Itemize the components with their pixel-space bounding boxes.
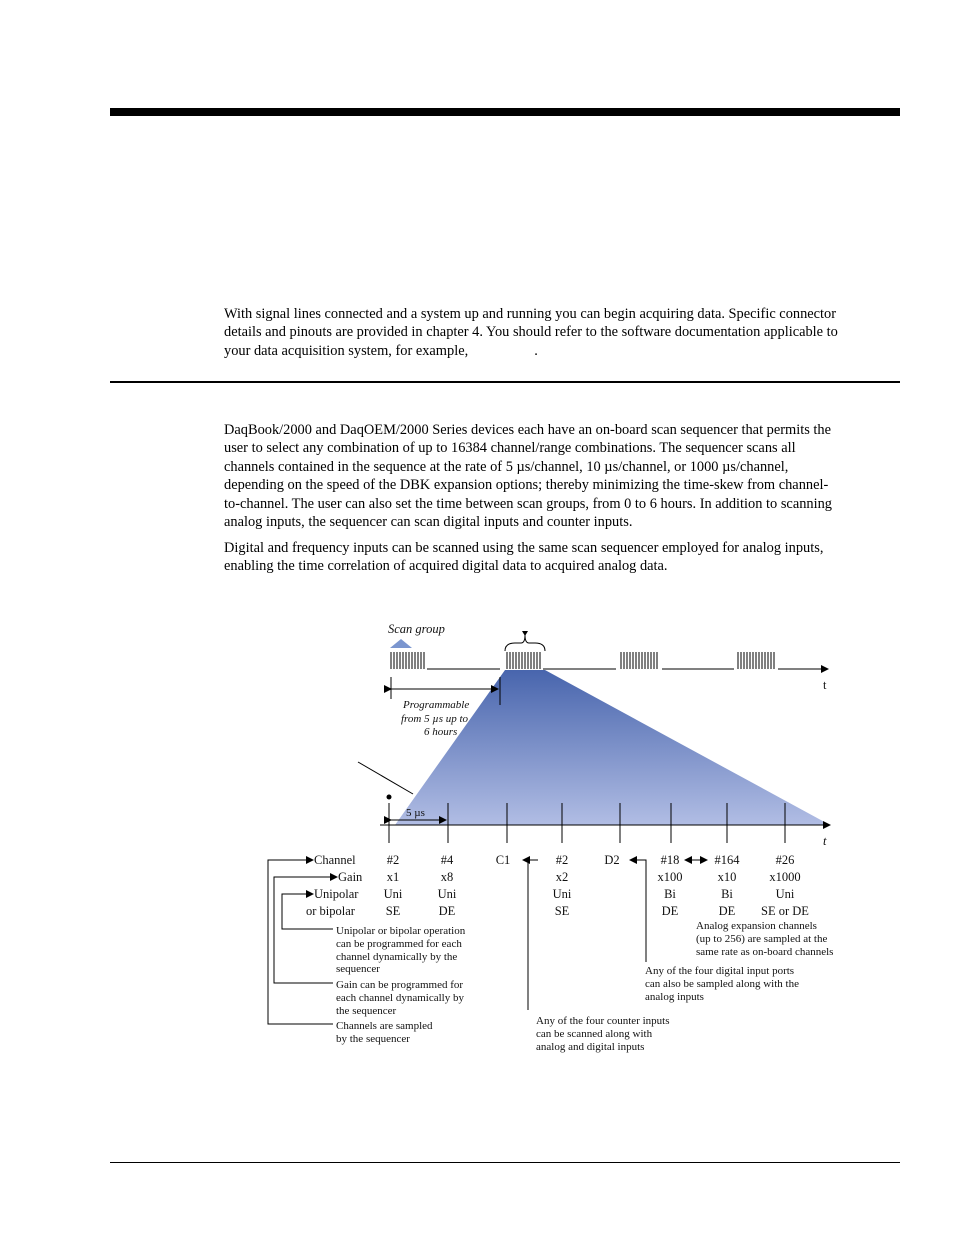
row-label-channel: Channel — [314, 853, 356, 867]
column-gain: x100 — [657, 870, 683, 884]
note-line: Analog expansion channels — [696, 920, 817, 932]
intro-line-3b: . — [534, 342, 538, 359]
column-polarity: Bi — [721, 887, 733, 901]
c1-arrow-icon — [522, 856, 530, 864]
row-label-unipolar: Unipolar — [314, 887, 359, 901]
column-channel: #2 — [555, 853, 569, 867]
programmable-label: 6 hours — [424, 726, 458, 738]
note-line: Any of the four counter inputs — [536, 1015, 670, 1027]
intro-paragraph — [224, 305, 900, 360]
counter-note — [536, 1015, 670, 1053]
column-polarity: Uni — [383, 887, 403, 901]
digital-note — [645, 965, 799, 1003]
column-gain: x1000 — [769, 870, 801, 884]
column-channel: D2 — [604, 853, 620, 867]
note-line: by the sequencer — [336, 1033, 410, 1045]
seq1-line: user to select any combination of up to 16384 channel/range combinations. The sequencer scans all — [224, 440, 796, 457]
note-line: each channel dynamically by — [336, 992, 464, 1004]
left-brackets — [268, 860, 334, 1024]
row-label-bipolar: or bipolar — [306, 904, 355, 918]
note-line: can also be sampled along with the — [645, 978, 799, 990]
note-line: channel dynamically by the — [336, 951, 458, 963]
column-channel: #18 — [660, 853, 680, 867]
column-gain: x8 — [440, 870, 454, 884]
column-channel: #2 — [386, 853, 400, 867]
time-axis-bottom-label: t — [823, 834, 827, 848]
programmable-label: from 5 µs up to — [401, 713, 469, 725]
programmable-label: Programmable — [403, 699, 470, 711]
note-line: the sequencer — [336, 1005, 397, 1017]
column-mode: SE — [554, 904, 570, 918]
sequencer-paragraph-1 — [224, 421, 900, 531]
seq1-line: to-channel. The user can also set the time between scan groups, from 0 to 6 hours. In addition to scanning — [224, 495, 832, 512]
column-polarity: Bi — [664, 887, 676, 901]
column-gain: x1 — [386, 870, 400, 884]
pointer-line — [358, 762, 413, 794]
footer-rule — [110, 1162, 900, 1163]
seq1-line: analog inputs, the sequencer can scan digital inputs and counter inputs. — [224, 514, 633, 531]
seq1-line: channels contained in the sequence at the rate of 5 µs/channel, 10 µs/channel, or 1000 µs/channel, — [224, 458, 789, 475]
note-line: analog and digital inputs — [536, 1041, 645, 1053]
expansion-arrow-icon — [700, 856, 708, 864]
column-mode: DE — [661, 904, 679, 918]
column-mode: SE — [385, 904, 401, 918]
column-mode: SE or DE — [761, 904, 809, 918]
scan-group-marker — [390, 639, 412, 648]
unipolar-arrow-icon — [306, 890, 314, 898]
channel-arrow-icon — [306, 856, 314, 864]
note-line: can be scanned along with — [536, 1028, 653, 1040]
note-line: Any of the four digital input ports — [645, 965, 795, 977]
intro-line-3a: your data acquisition system, for example, — [224, 342, 469, 359]
note-line: analog inputs — [645, 991, 704, 1003]
column-channel: C1 — [495, 853, 511, 867]
intro-line-1: With signal lines connected and a system up and running you can begin acquiring data. Specific connector — [224, 306, 837, 322]
intro-line-2: details and pinouts are provided in chapter 4. You should refer to the software documentation applicable to — [224, 324, 838, 341]
column-polarity: Uni — [437, 887, 457, 901]
brace-arrow-icon — [522, 631, 528, 636]
row-label-gain: Gain — [338, 870, 363, 884]
column-gain: x2 — [555, 870, 569, 884]
scan-group-label: Scan group — [388, 622, 445, 636]
expansion-left-arrow-icon — [684, 856, 692, 864]
note-line: (up to 256) are sampled at the — [696, 933, 828, 945]
sequencer-paragraph-2 — [224, 539, 900, 576]
note-line: Gain can be programmed for — [336, 979, 464, 991]
column-channel: #4 — [440, 853, 454, 867]
time-axis-top-label: t — [823, 678, 827, 692]
column-polarity: Uni — [775, 887, 795, 901]
interval-5us-label: 5 µs — [406, 807, 425, 819]
channels-note — [336, 1020, 433, 1045]
scan-brace — [505, 635, 545, 651]
seq2-line: Digital and frequency inputs can be scanned using the same scan sequencer employed for analog inputs, — [224, 540, 824, 556]
seq1-line: DaqBook/2000 and DaqOEM/2000 Series devices each have an on-board scan sequencer that permits the — [224, 422, 832, 438]
d2-arrow-icon — [629, 856, 637, 864]
column-mode: DE — [718, 904, 736, 918]
column-channel: #26 — [775, 853, 795, 867]
column-gain: x10 — [717, 870, 737, 884]
note-line: Unipolar or bipolar operation — [336, 925, 466, 937]
gain-arrow-icon — [330, 873, 338, 881]
gain-note — [336, 979, 464, 1017]
top-timeline — [391, 652, 828, 669]
pointer-dot — [387, 795, 392, 800]
column-mode: DE — [438, 904, 456, 918]
note-line: same rate as on-board channels — [696, 946, 834, 958]
scan-expansion-wedge — [395, 670, 830, 825]
column-channel: #164 — [714, 853, 740, 867]
polarity-note — [336, 925, 466, 975]
note-line: Channels are sampled — [336, 1020, 433, 1032]
note-line: sequencer — [336, 963, 380, 975]
column-polarity: Uni — [552, 887, 572, 901]
note-line: can be programmed for each — [336, 938, 462, 950]
expansion-note — [696, 920, 833, 958]
section-rule — [110, 381, 900, 383]
seq2-line: enabling the time correlation of acquired digital data to acquired analog data. — [224, 558, 668, 575]
channel-columns — [384, 853, 810, 918]
scan-sequencer-diagram — [260, 605, 860, 1065]
seq1-line: depending on the speed of the DBK expansion options; thereby minimizing the time-skew from channel- — [224, 477, 829, 494]
header-rule — [110, 108, 900, 116]
